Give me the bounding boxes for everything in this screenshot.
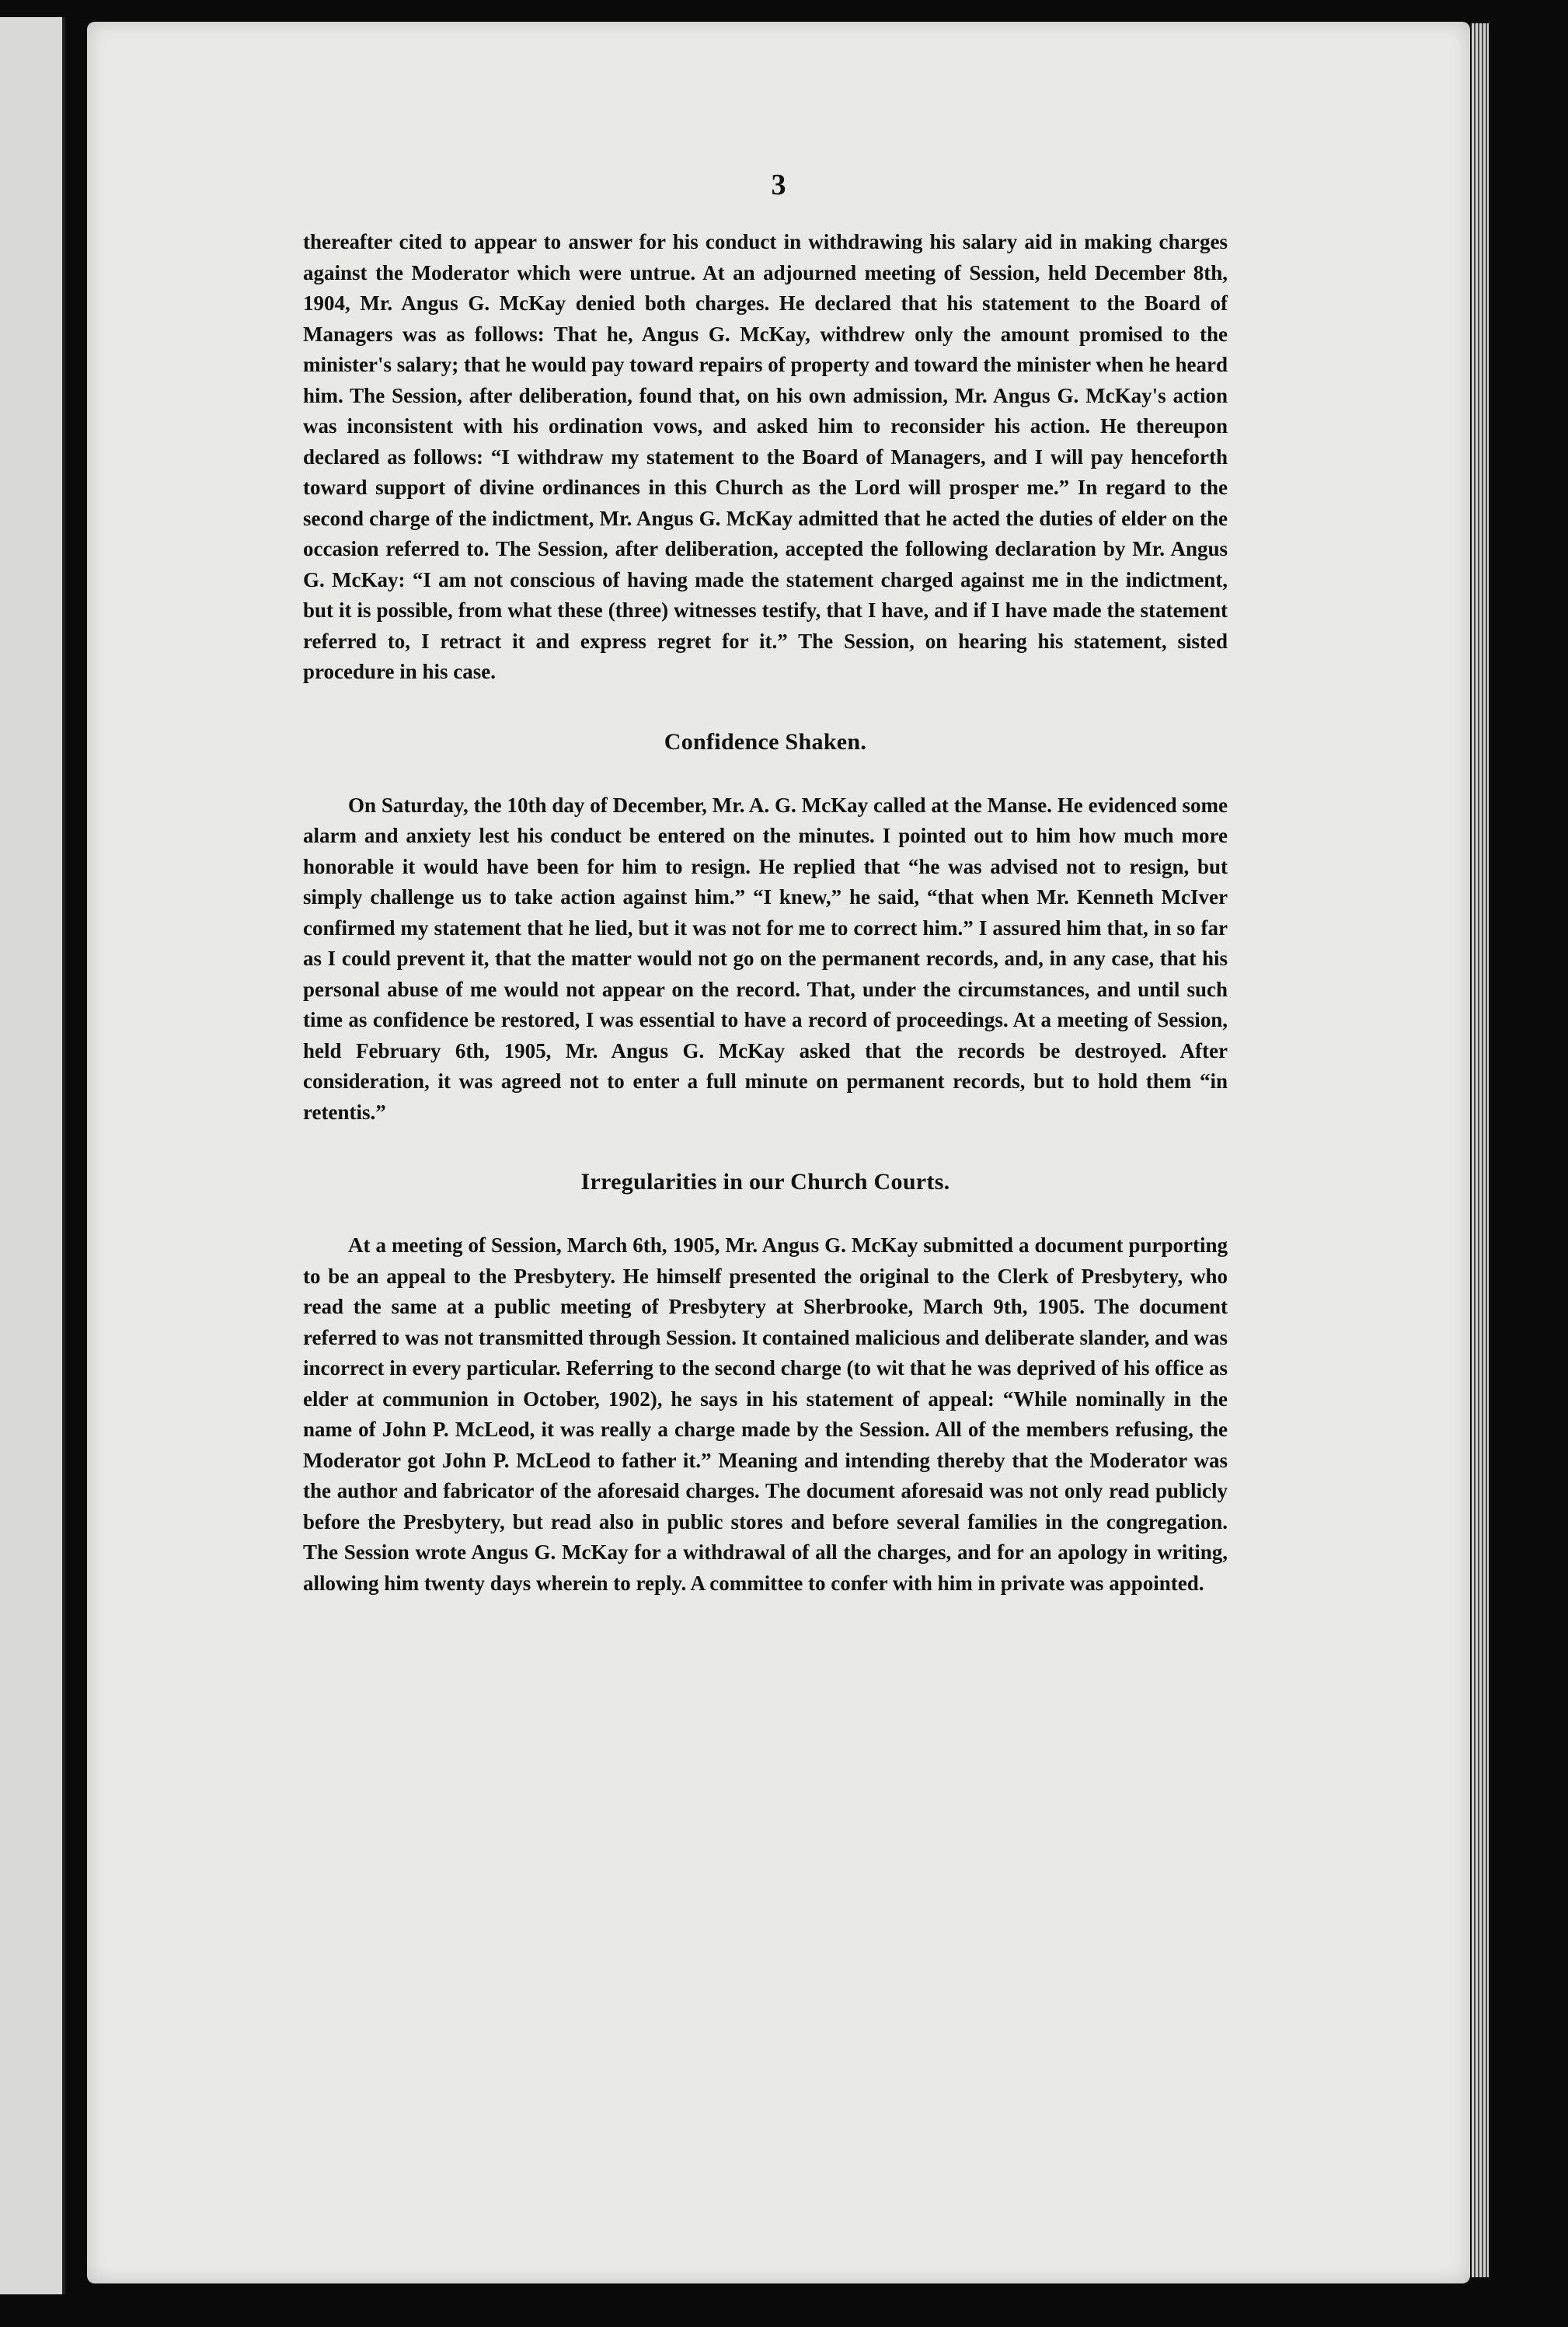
paragraph-manse-visit <box>303 790 1228 1129</box>
paragraph-manse-visit-emphasis: but simply challenge us to take action against him.” <box>303 854 1228 909</box>
heading-irregularities: Irregularities in our Church Courts. <box>580 1169 950 1195</box>
previous-page-edge <box>0 17 65 2294</box>
page-body <box>303 227 1228 1599</box>
paragraph-salary-charges: thereafter cited to appear to answer for his conduct in withdrawing his salary aid in making charges against the Moderator which were untrue. At an adjourned meeting of Session, held December 8th, 1904, Mr. Angus G. McKay denied both charges. He declared that his statement to the Board of Managers was as follows: That he, Angus G. McKay, withdrew only the amount promised to the minister's salary; that he would pay toward repairs of property and toward the minister when he heard him. The Session, after deliberation, found that, on his own admission, Mr. Angus G. McKay's action was inconsistent with his ordination vows, and asked him to reconsider his action. He thereupon declared as follows: “I withdraw my statement to the Board of Managers, and I will pay henceforth toward support of divine ordinances in this Church as the Lord will prosper me.” In regard to the second charge of the indictment, Mr. Angus G. McKay admitted that he acted the duties of elder on the occasion referred to. The Session, after deliberation, accepted the following declaration by Mr. Angus G. McKay: “I am not conscious of having made the statement charged against me in the indictment, but it is possible, from what these (three) witnesses testify, that I have, and if I have made the statement referred to, I retract it and express regret for it.” The Session, on hearing his statement, sisted procedure in his case. <box>303 230 1228 683</box>
paragraph-appeal-document: At a meeting of Session, March 6th, 1905, Mr. Angus G. McKay submitted a document purporting to be an appeal to the Presbytery. He himself presented the original to the Clerk of Presbytery, who read the same at a public meeting of Presbytery at Sherbrooke, March 9th, 1905. The document referred to was not transmitted through Session. It contained malicious and deliberate slander, and was incorrect in every particular. Referring to the second charge (to wit that he was deprived of his office as elder at communion in October, 1902), he says in his statement of appeal: “While nominally in the name of John P. McLeod, it was really a charge made by the Session. All of the members refusing, the Moderator got John P. McLeod to father it.” Meaning and intending thereby that the Moderator was the author and fabricator of the aforesaid charges. The document aforesaid was not only read publicly before the Presbytery, but read also in public stores and before several families in the congregation. The Session wrote Angus G. McKay for a withdrawal of all the charges, and for an apology in writing, allowing him twenty days wherein to reply. A committee to confer with him in private was appointed. <box>303 1233 1228 1595</box>
page-edge-stack <box>1472 23 1489 2277</box>
page-number: 3 <box>771 169 786 201</box>
paragraph-manse-visit-part-2: “I knew,” he said, “that when Mr. Kenneth McIver confirmed my statement that he lied, but it was not for me to correct him.” I assured him that, in so far as I could prevent it, that the matter would not go on the permanent records, and, in any case, that his personal abuse of me would not appear on the record. That, under the circumstances, and until such time as confidence be restored, I was essential to have a record of proceedings. At a meeting of Session, held February 6th, 1905, Mr. Angus G. McKay asked that the records be destroyed. After consideration, it was agreed not to enter a full minute on permanent records, but to hold them “in retentis.” <box>303 885 1228 1124</box>
heading-confidence-shaken: Confidence Shaken. <box>664 728 867 755</box>
paragraph-manse-visit-part-1: On Saturday, the 10th day of December, Mr. A. G. McKay called at the Manse. He evidenced some alarm and anxiety lest his conduct be entered on the minutes. I pointed out to him how much more honorable it would have been for him to resign. He replied that “he was advised not to resign, <box>303 793 1228 878</box>
